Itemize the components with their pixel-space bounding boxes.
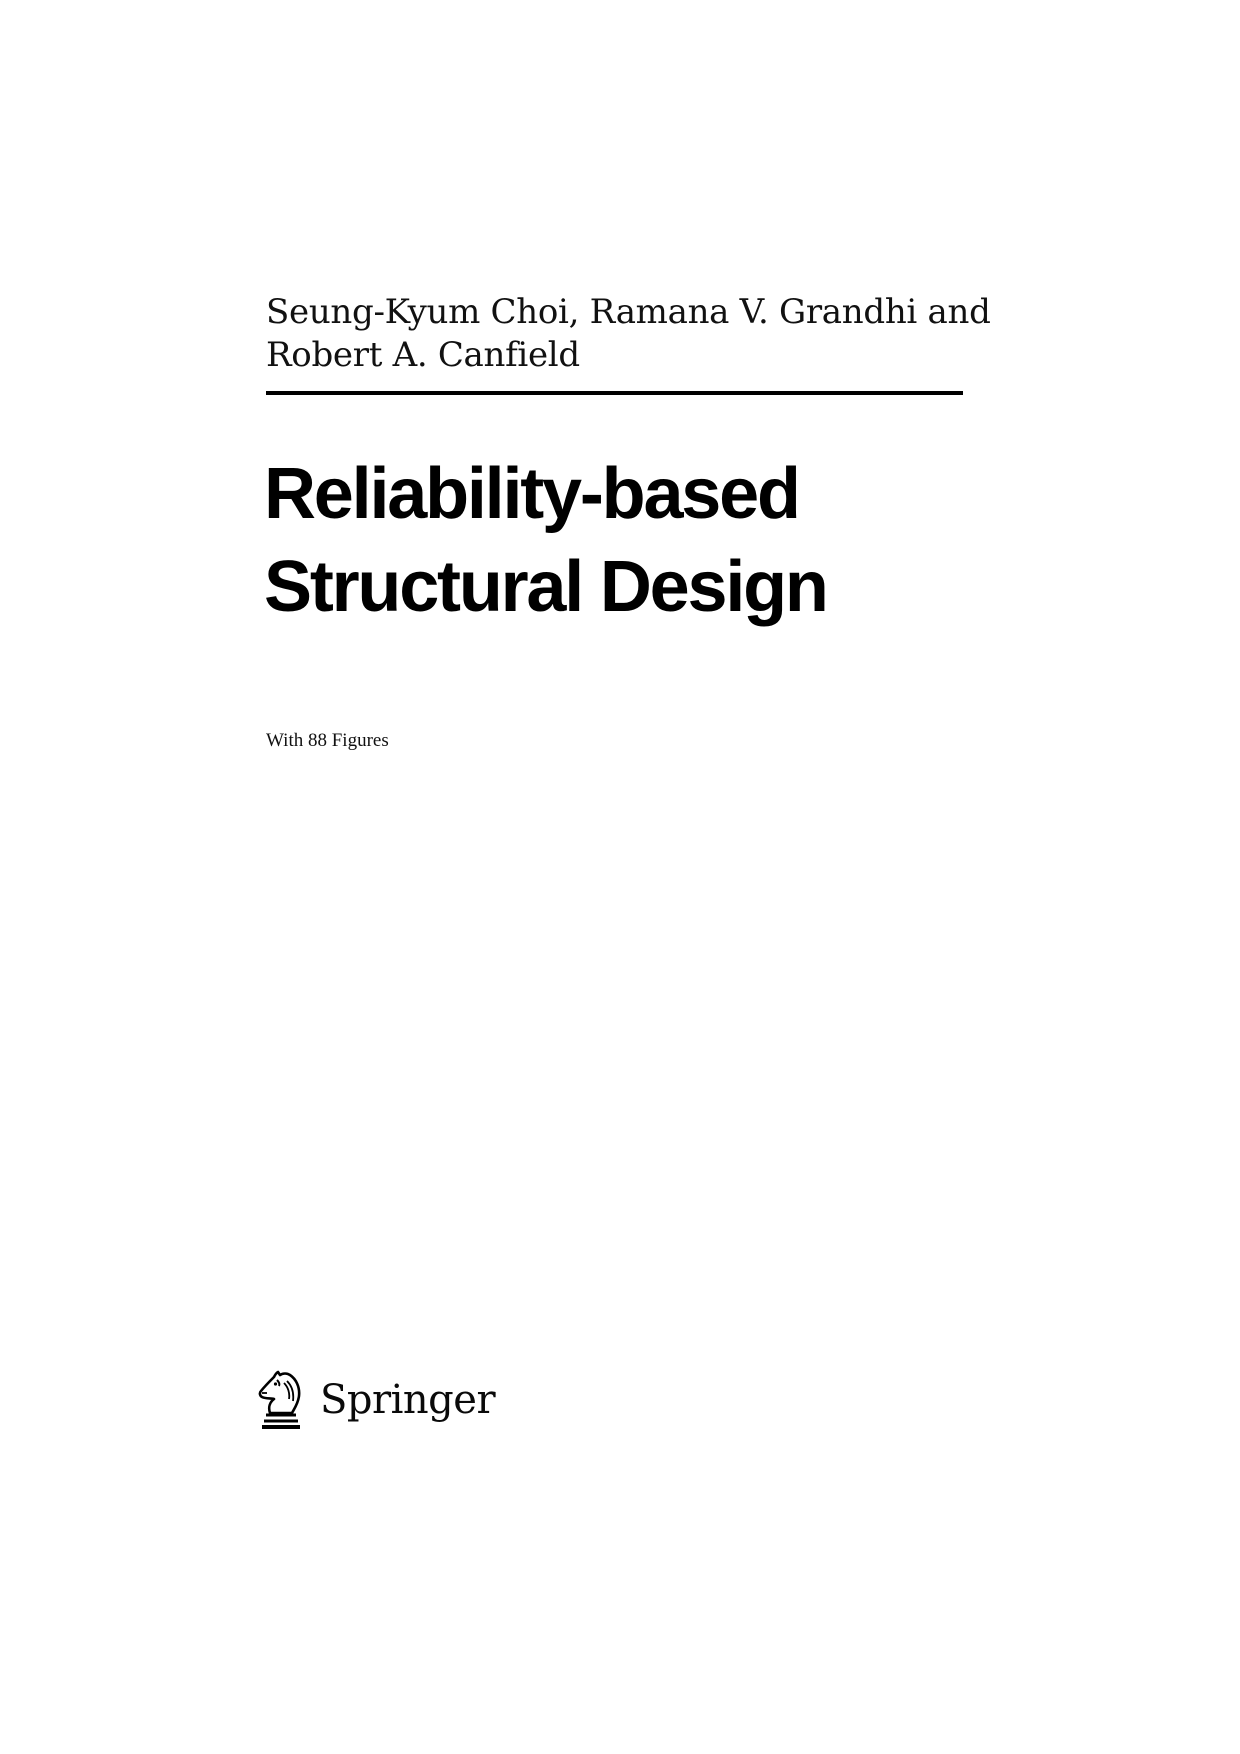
figures-note: With 88 Figures xyxy=(266,730,389,751)
author-line-2: Robert A. Canfield xyxy=(266,335,580,375)
book-title xyxy=(264,448,1024,634)
publisher-imprint xyxy=(256,1368,495,1432)
book-title-line-1: Reliability-based xyxy=(264,454,799,534)
title-divider xyxy=(266,391,963,395)
author-line-1: Seung-Kyum Choi, Ramana V. Grandhi and xyxy=(266,292,991,332)
book-title-line-2: Structural Design xyxy=(264,547,827,627)
springer-chess-knight-icon xyxy=(256,1369,308,1431)
author-list xyxy=(266,291,991,377)
publisher-name: Springer xyxy=(320,1377,496,1423)
